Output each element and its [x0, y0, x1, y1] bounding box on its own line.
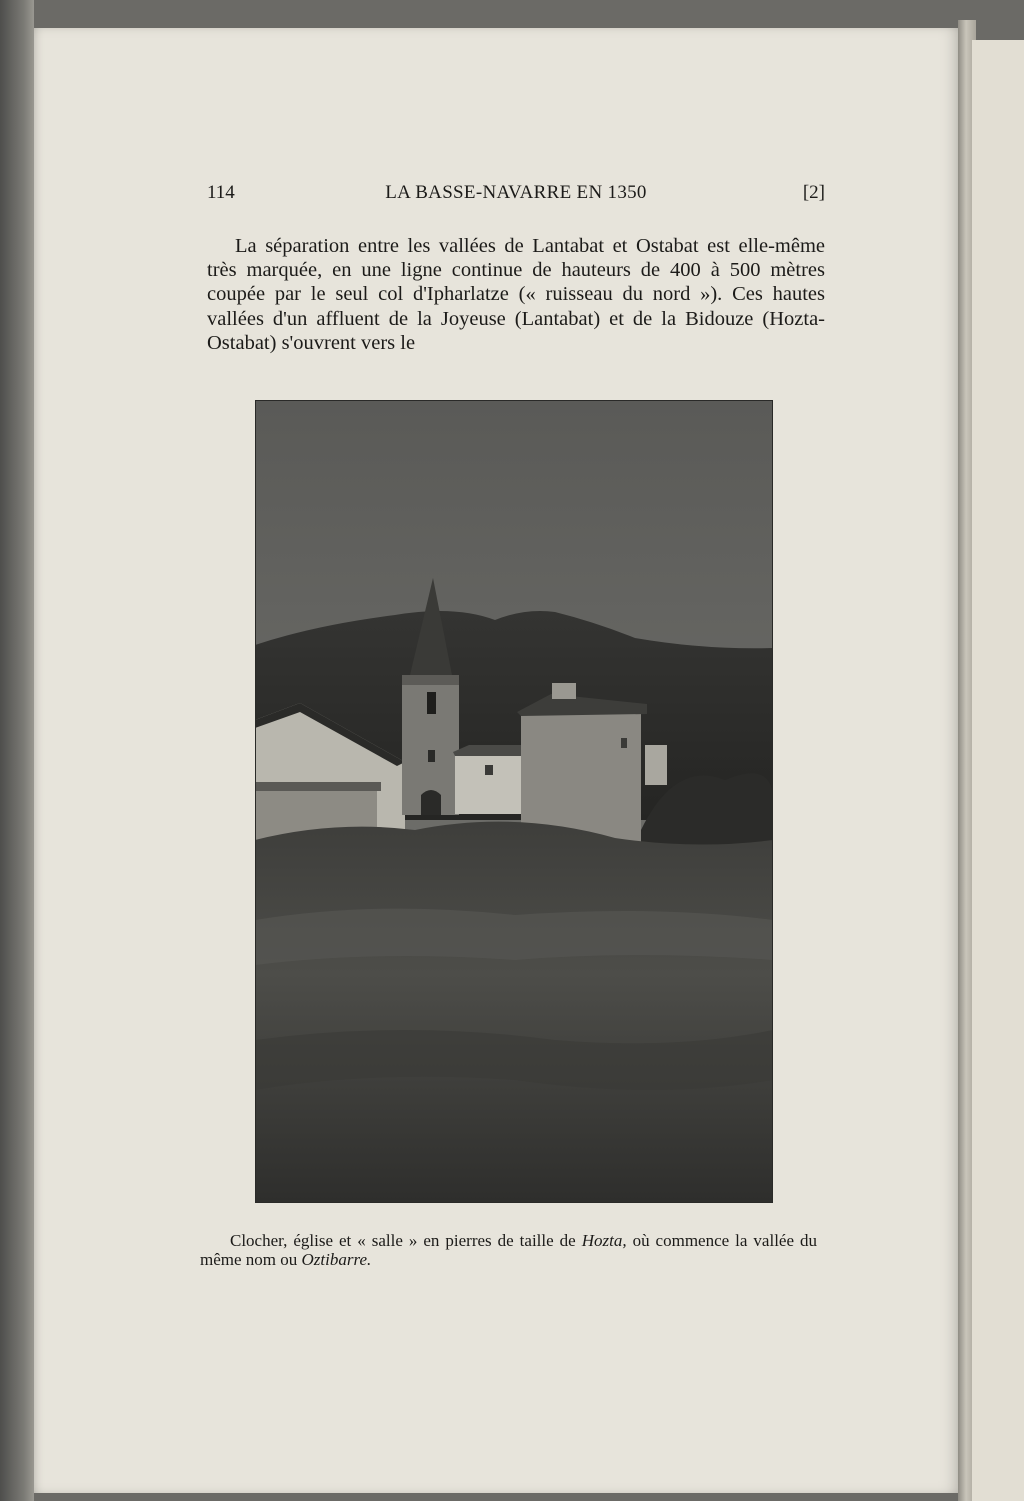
caption-text-2: où commence la vallée du même nom ou [200, 1231, 817, 1269]
photo-caption [200, 1231, 817, 1269]
adjacent-page-edge [972, 40, 1024, 1501]
caption-place-oztibarre: Oztibarre. [301, 1250, 372, 1269]
section-marker: [2] [802, 182, 825, 203]
caption-text-1: Clocher, église et « salle » en pierres de taille de [230, 1231, 582, 1250]
caption-place-hozta: Hozta, [581, 1231, 627, 1250]
body-paragraph: La séparation entre les vallées de Lantabat et Ostabat est elle-même très marquée, en une ligne continue de hauteurs de 400 à 500 mètres coupée par le seul col d'Ipharlatze (« ruisseau du nord »). Ces hautes vallées d'un affluent de la Joyeuse (Lantabat) et de la Bidouze (Hozta-Ostabat) s'ouvrent vers le [207, 235, 825, 354]
page-number: 114 [207, 182, 235, 203]
running-head [207, 182, 825, 212]
scan-background-left [0, 0, 34, 1501]
running-title: LA BASSE-NAVARRE EN 1350 [385, 182, 647, 203]
village-photograph [255, 400, 773, 1203]
